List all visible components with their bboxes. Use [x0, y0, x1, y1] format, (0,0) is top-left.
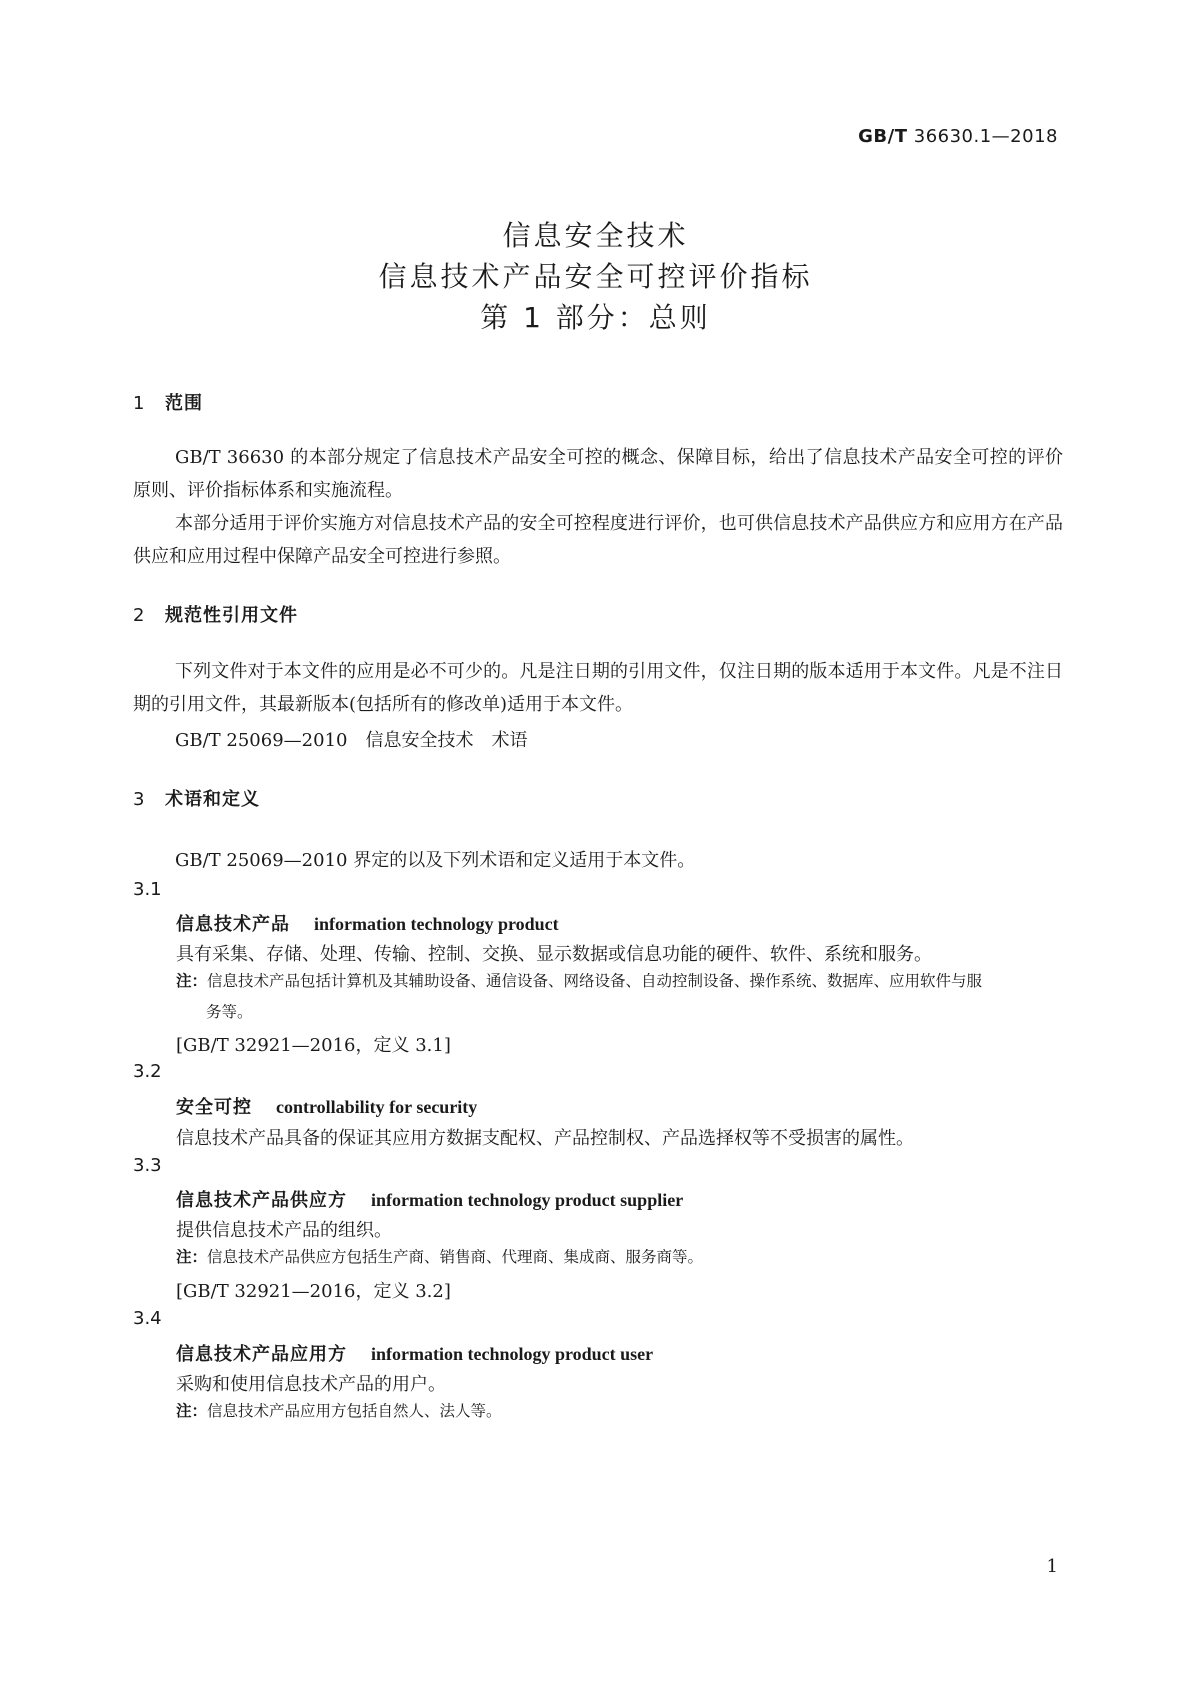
title-line-2: 信息技术产品安全可控评价指标: [378, 260, 813, 293]
page-number: 1: [1046, 1556, 1058, 1577]
code-number: 36630.1—2018: [913, 126, 1058, 147]
term-3-4-zh: 信息技术产品应用方: [176, 1344, 347, 1365]
term-3-1-en: information technology product: [314, 914, 559, 934]
code-prefix: GB/T: [858, 126, 908, 147]
section-1-number: 1: [133, 393, 146, 414]
section-2-para-1: 下列文件对于本文件的应用是必不可少的。凡是注日期的引用文件，仅注日期的版本适用于本文件。凡是不注日期的引用文件，其最新版本(包括所有的修改单)适用于本文件。: [133, 661, 1063, 715]
term-3-2-number: 3.2: [133, 1061, 162, 1082]
section-1-para-2: 本部分适用于评价实施方对信息技术产品的安全可控程度进行评价，也可供信息技术产品供应方和应用方在产品供应和应用过程中保障产品安全可控进行参照。: [133, 513, 1063, 567]
term-3-4-note-line-1: 信息技术产品应用方包括自然人、法人等。: [207, 1402, 502, 1420]
section-1-title: 范围: [165, 393, 203, 414]
term-3-3-zh: 信息技术产品供应方: [176, 1190, 347, 1211]
term-3-4-number: 3.4: [133, 1308, 162, 1329]
term-3-1-number: 3.1: [133, 879, 162, 900]
note-label: 注：: [176, 972, 208, 990]
section-2-heading: [133, 601, 298, 627]
term-3-3-source: [GB/T 32921—2016，定义 3.2]: [176, 1281, 451, 1302]
term-3-1-note-line-2: 务等。: [206, 1003, 253, 1021]
term-3-2-heading: [176, 1093, 477, 1119]
term-3-4-definition: 采购和使用信息技术产品的用户。: [176, 1374, 446, 1395]
section-3-intro: GB/T 25069—2010 界定的以及下列术语和定义适用于本文件。: [175, 850, 696, 871]
term-3-1-note: [176, 966, 1064, 1028]
term-3-1-source: [GB/T 32921—2016，定义 3.1]: [176, 1035, 451, 1056]
document-code: [858, 126, 1058, 147]
term-3-3-note-line-1: 信息技术产品供应方包括生产商、销售商、代理商、集成商、服务商等。: [207, 1248, 704, 1266]
term-3-2-en: controllability for security: [276, 1097, 478, 1117]
term-3-1-definition: 具有采集、存储、处理、传输、控制、交换、显示数据或信息功能的硬件、软件、系统和服务。: [176, 944, 932, 965]
title-line-3: 第 1 部分：总则: [480, 301, 711, 334]
term-3-1-zh: 信息技术产品: [176, 914, 290, 935]
term-3-3-number: 3.3: [133, 1155, 162, 1176]
term-3-2-definition: 信息技术产品具备的保证其应用方数据支配权、产品控制权、产品选择权等不受损害的属性。: [176, 1128, 914, 1149]
section-1-para-1: GB/T 36630 的本部分规定了信息技术产品安全可控的概念、保障目标，给出了信息技术产品安全可控的评价原则、评价指标体系和实施流程。: [133, 447, 1063, 501]
note-label: 注：: [176, 1402, 208, 1420]
normative-reference: GB/T 25069—2010 信息安全技术 术语: [175, 730, 528, 751]
term-3-3-definition: 提供信息技术产品的组织。: [176, 1220, 392, 1241]
section-2-title: 规范性引用文件: [165, 605, 298, 626]
section-3-number: 3: [133, 789, 146, 810]
section-3-title: 术语和定义: [165, 789, 260, 810]
title-line-1: 信息安全技术: [502, 219, 689, 252]
term-3-3-heading: [176, 1186, 683, 1212]
section-2-number: 2: [133, 605, 146, 626]
term-3-1-note-line-1: 信息技术产品包括计算机及其辅助设备、通信设备、网络设备、自动控制设备、操作系统、数据库、应用软件与服: [207, 972, 983, 990]
term-3-2-zh: 安全可控: [176, 1097, 252, 1118]
note-label: 注：: [176, 1248, 208, 1266]
section-3-heading: [133, 785, 260, 811]
term-3-4-note: [176, 1396, 1064, 1427]
term-3-3-note: [176, 1242, 1064, 1273]
term-3-4-en: information technology product user: [371, 1344, 654, 1364]
term-3-3-en: information technology product supplier: [371, 1190, 684, 1210]
section-1-heading: [133, 389, 203, 415]
term-3-4-heading: [176, 1340, 653, 1366]
term-3-1-heading: [176, 910, 559, 936]
